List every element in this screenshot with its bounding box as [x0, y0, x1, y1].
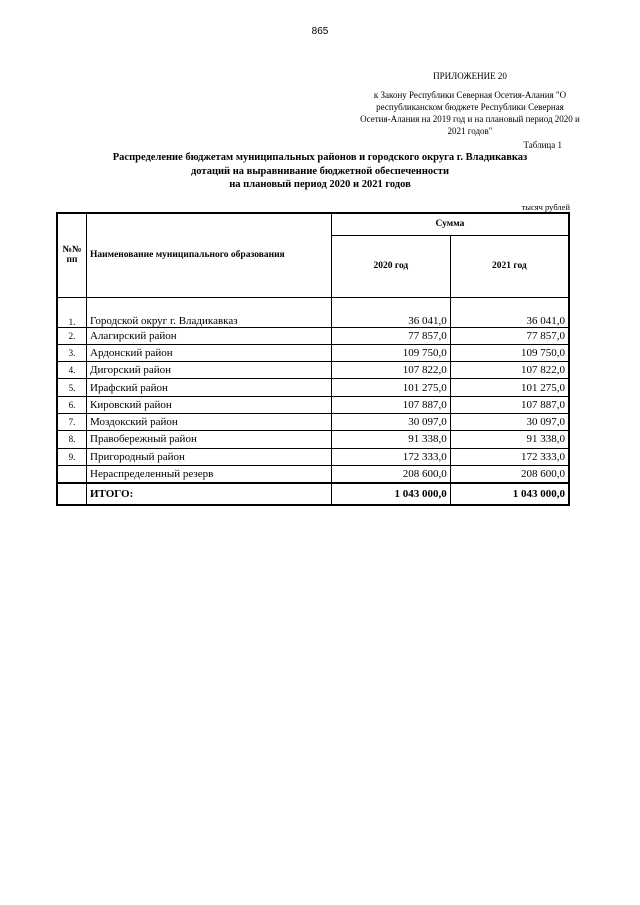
table-row [57, 413, 569, 430]
appendix-block [360, 70, 580, 137]
table-row [57, 465, 569, 482]
row-value-2021: 172 333,0 [450, 448, 569, 465]
header-year-2021: 2021 год [450, 235, 569, 297]
row-number: 8. [57, 431, 87, 448]
row-value-2020: 172 333,0 [332, 448, 451, 465]
row-value-2020: 107 887,0 [332, 396, 451, 413]
page-number: 865 [311, 26, 329, 37]
row-number: 2. [57, 327, 87, 344]
row-name: Ардонский район [87, 344, 332, 361]
table-row [57, 379, 569, 396]
row-value-2020: 101 275,0 [332, 379, 451, 396]
document-title [60, 151, 580, 192]
row-name: Пригородный район [87, 448, 332, 465]
row-value-2020: 109 750,0 [332, 344, 451, 361]
units-label: тысяч рублей [521, 202, 570, 212]
header-name: Наименование муниципального образования [87, 213, 332, 297]
total-label: ИТОГО: [87, 483, 332, 505]
row-value-2021: 109 750,0 [450, 344, 569, 361]
table-row [57, 362, 569, 379]
row-name: Городской округ г. Владикавказ [87, 297, 332, 327]
row-name: Дигорский район [87, 362, 332, 379]
row-number: 3. [57, 344, 87, 361]
row-value-2021: 101 275,0 [450, 379, 569, 396]
title-line: дотаций на выравнивание бюджетной обеспеченности [190, 165, 449, 177]
table-row [57, 297, 569, 327]
table-body [57, 297, 569, 505]
total-2020: 1 043 000,0 [332, 483, 451, 505]
row-name: Нераспределенный резерв [87, 465, 332, 482]
row-name: Алагирский район [87, 327, 332, 344]
row-value-2020: 36 041,0 [332, 297, 451, 327]
header-number: №№ пп [57, 213, 87, 297]
header-sum: Сумма [332, 213, 570, 235]
row-number: 9. [57, 448, 87, 465]
row-name: Моздокский район [87, 413, 332, 430]
total-num-cell [57, 483, 87, 505]
row-value-2020: 77 857,0 [332, 327, 451, 344]
table-caption: Таблица 1 [523, 140, 562, 150]
total-row [57, 483, 569, 505]
total-2021: 1 043 000,0 [450, 483, 569, 505]
table-row [57, 344, 569, 361]
row-value-2021: 36 041,0 [450, 297, 569, 327]
row-number: 6. [57, 396, 87, 413]
row-value-2021: 30 097,0 [450, 413, 569, 430]
row-value-2021: 107 822,0 [450, 362, 569, 379]
title-line: на плановый период 2020 и 2021 годов [229, 179, 411, 190]
title-line: Распределение бюджетам муниципальных районов и городского округа г. Владикавказ [112, 152, 528, 163]
row-value-2020: 91 338,0 [332, 431, 451, 448]
row-value-2021: 77 857,0 [450, 327, 569, 344]
row-value-2021: 107 887,0 [450, 396, 569, 413]
row-value-2020: 208 600,0 [332, 465, 451, 482]
row-name: Правобережный район [87, 431, 332, 448]
row-name: Кировский район [87, 396, 332, 413]
row-number: 5. [57, 379, 87, 396]
row-value-2020: 30 097,0 [332, 413, 451, 430]
row-number: 4. [57, 362, 87, 379]
row-number: 1. [57, 297, 87, 327]
header-year-2020: 2020 год [332, 235, 451, 297]
table-row [57, 448, 569, 465]
row-value-2020: 107 822,0 [332, 362, 451, 379]
table-row [57, 327, 569, 344]
table-row [57, 431, 569, 448]
table-row [57, 396, 569, 413]
row-name: Ирафский район [87, 379, 332, 396]
appendix-label: ПРИЛОЖЕНИЕ 20 [433, 71, 507, 81]
appendix-law-reference: к Закону Республики Северная Осетия-Алания "О республиканском бюджете Республики Северная Осетия-Алания на 2019 год и на плановый период 2020 и 2021 годов" [360, 90, 580, 136]
row-number: 7. [57, 413, 87, 430]
budget-table [56, 212, 570, 506]
row-value-2021: 91 338,0 [450, 431, 569, 448]
row-value-2021: 208 600,0 [450, 465, 569, 482]
row-number [57, 465, 87, 482]
